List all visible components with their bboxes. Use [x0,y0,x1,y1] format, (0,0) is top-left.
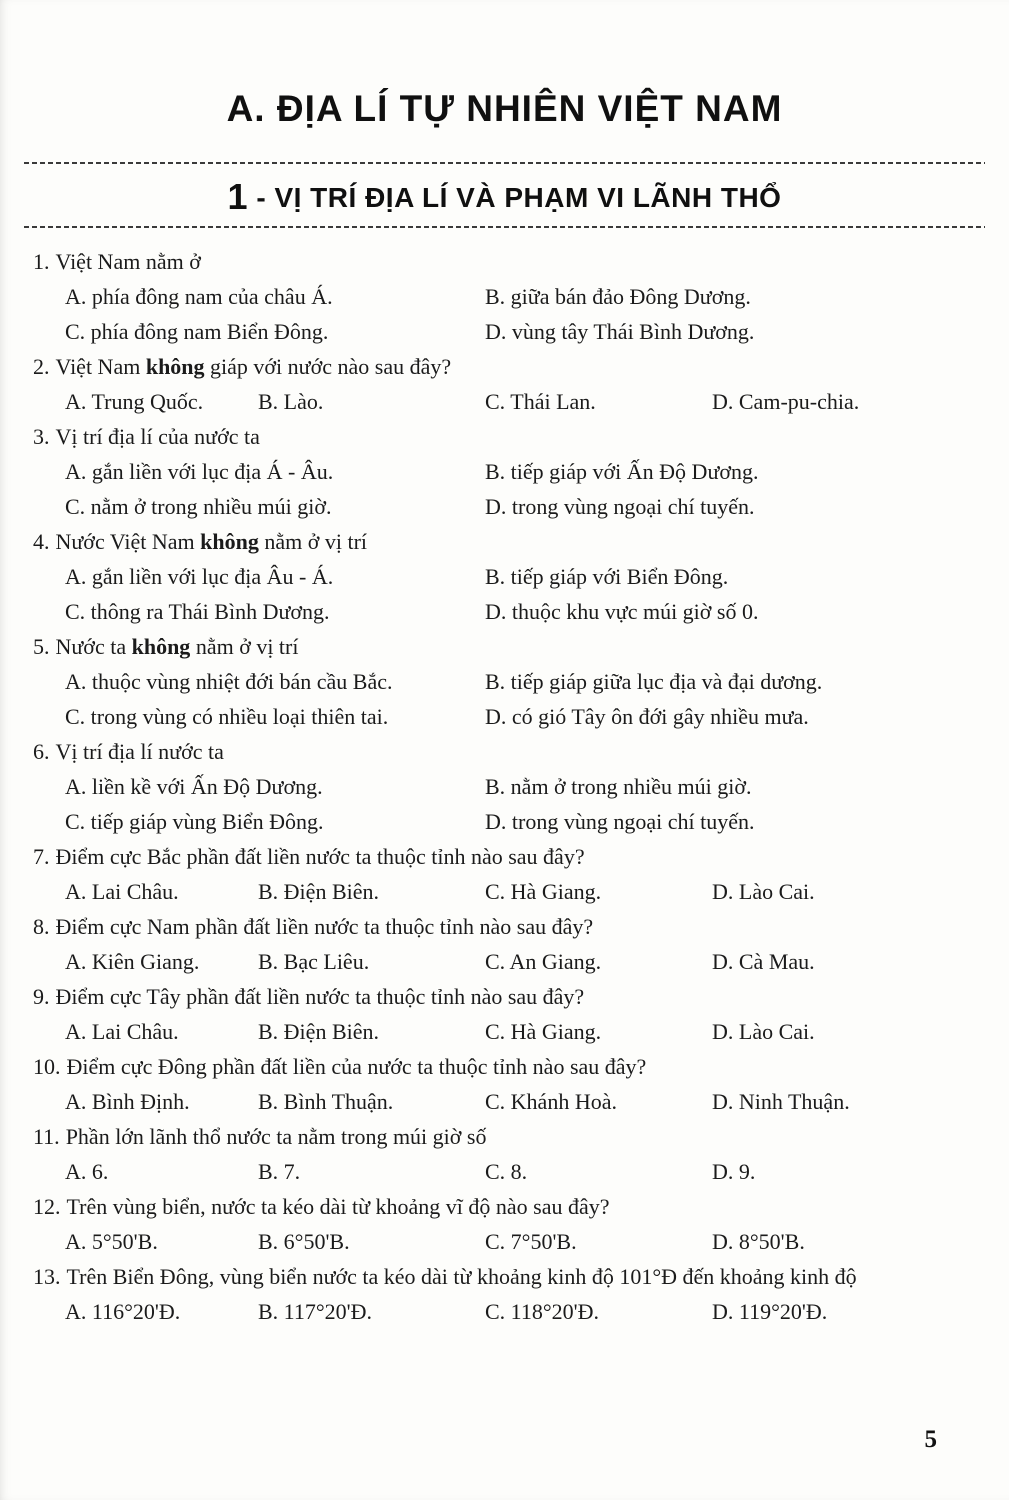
question-stem [33,419,975,454]
question-number: 6. [33,739,50,764]
question-stem [33,734,975,769]
option-B: B. tiếp giáp với Biển Đông. [485,564,729,589]
option-D: D. trong vùng ngoại chí tuyến. [485,494,755,519]
options [33,1154,975,1189]
stem-text-bold: không [131,634,191,659]
question-10 [33,1049,975,1119]
question-11 [33,1119,975,1189]
stem-text: Điểm cực Đông phần đất liền của nước ta thuộc tỉnh nào sau đây? [66,1054,647,1079]
option-A: A. gắn liền với lục địa Âu - Á. [65,564,334,589]
stem-text: Nước ta [55,634,132,659]
question-number: 12. [33,1194,61,1219]
option-D: D. Cà Mau. [712,949,815,974]
option-B: B. Lào. [258,389,324,414]
option-B: B. Bình Thuận. [258,1089,394,1114]
question-stem [33,1189,975,1224]
question-stem [33,839,975,874]
question-number: 11. [33,1124,60,1149]
option-B: B. 6°50'B. [258,1229,350,1254]
stem-text: giáp với nước nào sau đây? [204,354,452,379]
option-A: A. phía đông nam của châu Á. [65,284,333,309]
option-A: A. Lai Châu. [65,879,179,904]
stem-text: Trên vùng biển, nước ta kéo dài từ khoảng vĩ độ nào sau đây? [66,1194,610,1219]
stem-text: Vị trí địa lí nước ta [55,739,224,764]
stem-text: Điểm cực Nam phần đất liền nước ta thuộc tỉnh nào sau đây? [55,914,594,939]
question-stem [33,979,975,1014]
stem-text: Việt Nam nằm ở [55,249,201,274]
option-D: D. 9. [712,1159,756,1184]
options [33,384,975,419]
option-A: A. 116°20'Đ. [65,1299,181,1324]
option-D: D. Cam-pu-chia. [712,389,860,414]
question-stem [33,1119,975,1154]
question-stem [33,349,975,384]
option-D: D. vùng tây Thái Bình Dương. [485,319,755,344]
options [33,279,975,349]
stem-text: Vị trí địa lí của nước ta [55,424,260,449]
stem-text: nằm ở vị trí [258,529,368,554]
option-A: A. 5°50'B. [65,1229,158,1254]
option-B: B. Điện Biên. [258,879,379,904]
option-B: B. giữa bán đảo Đông Dương. [485,284,751,309]
option-C: C. trong vùng có nhiều loại thiên tai. [65,704,389,729]
section-number: 1 [227,176,249,217]
question-number: 7. [33,844,50,869]
option-A: A. Kiên Giang. [65,949,200,974]
question-stem [33,1049,975,1084]
question-12 [33,1189,975,1259]
option-D: D. 8°50'B. [712,1229,805,1254]
question-2 [33,349,975,419]
option-D: D. Lào Cai. [712,1019,815,1044]
options [33,559,975,629]
question-number: 5. [33,634,50,659]
question-number: 2. [33,354,50,379]
stem-text-bold: không [200,529,259,554]
question-number: 1. [33,249,50,274]
stem-text-bold: không [145,354,205,379]
divider-top [24,162,985,164]
options [33,454,975,524]
question-stem [33,629,975,664]
option-A: A. thuộc vùng nhiệt đới bán cầu Bắc. [65,669,393,694]
option-C: C. Hà Giang. [485,1019,602,1044]
question-9 [33,979,975,1049]
option-D: D. Ninh Thuận. [712,1089,850,1114]
options [33,944,975,979]
option-C: C. Khánh Hoà. [485,1089,617,1114]
option-C: C. 8. [485,1159,528,1184]
question-list [0,228,1009,1329]
option-A: A. gắn liền với lục địa Á - Âu. [65,459,334,484]
question-4 [33,524,975,629]
options [33,1294,975,1329]
options [33,874,975,909]
option-D: D. 119°20'Đ. [712,1299,828,1324]
stem-text: Trên Biển Đông, vùng biển nước ta kéo dài từ khoảng kinh độ 101°Đ đến khoảng kinh độ [66,1264,857,1289]
question-stem [33,909,975,944]
option-B: B. Điện Biên. [258,1019,379,1044]
question-number: 9. [33,984,50,1009]
option-B: B. tiếp giáp giữa lục địa và đại dương. [485,669,823,694]
page-number: 5 [924,1426,937,1453]
option-D: D. có gió Tây ôn đới gây nhiều mưa. [485,704,809,729]
option-B: B. 117°20'Đ. [258,1299,373,1324]
stem-text: Nước Việt Nam [55,529,201,554]
stem-text: Phần lớn lãnh thổ nước ta nằm trong múi giờ số [65,1124,487,1149]
question-stem [33,1259,975,1294]
options [33,664,975,734]
option-C: C. An Giang. [485,949,602,974]
page-title: A. ĐỊA LÍ TỰ NHIÊN VIỆT NAM [226,88,783,129]
option-A: A. Bình Định. [65,1089,190,1114]
option-C: C. nằm ở trong nhiều múi giờ. [65,494,332,519]
option-A: A. liền kề với Ấn Độ Dương. [65,774,323,799]
option-C: C. 7°50'B. [485,1229,577,1254]
option-C: C. thông ra Thái Bình Dương. [65,599,330,624]
section-title [0,176,1009,218]
stem-text: nằm ở vị trí [190,634,299,659]
option-D: D. trong vùng ngoại chí tuyến. [485,809,755,834]
options [33,1084,975,1119]
option-C: C. 118°20'Đ. [485,1299,600,1324]
question-7 [33,839,975,909]
section-name: - VỊ TRÍ ĐỊA LÍ VÀ PHẠM VI LÃNH THỔ [248,182,782,213]
question-stem [33,524,975,559]
option-C: C. Thái Lan. [485,389,596,414]
option-A: A. 6. [65,1159,109,1184]
option-B: B. 7. [258,1159,301,1184]
options [33,1224,975,1259]
question-3 [33,419,975,524]
question-6 [33,734,975,839]
question-number: 3. [33,424,50,449]
options [33,769,975,839]
option-C: C. tiếp giáp vùng Biển Đông. [65,809,324,834]
option-A: A. Trung Quốc. [65,389,204,414]
option-D: D. Lào Cai. [712,879,815,904]
question-number: 13. [33,1264,61,1289]
option-C: C. Hà Giang. [485,879,602,904]
question-number: 4. [33,529,50,554]
question-number: 10. [33,1054,61,1079]
option-B: B. Bạc Liêu. [258,949,370,974]
option-C: C. phía đông nam Biển Đông. [65,319,329,344]
stem-text: Điểm cực Bắc phần đất liền nước ta thuộc tỉnh nào sau đây? [55,844,585,869]
stem-text: Điểm cực Tây phần đất liền nước ta thuộc tỉnh nào sau đây? [55,984,585,1009]
option-B: B. tiếp giáp với Ấn Độ Dương. [485,459,759,484]
question-number: 8. [33,914,50,939]
question-13 [33,1259,975,1329]
option-B: B. nằm ở trong nhiều múi giờ. [485,774,752,799]
option-A: A. Lai Châu. [65,1019,179,1044]
question-stem [33,244,975,279]
question-5 [33,629,975,734]
question-8 [33,909,975,979]
option-D: D. thuộc khu vực múi giờ số 0. [485,599,759,624]
options [33,1014,975,1049]
stem-text: Việt Nam [55,354,146,379]
question-1 [33,244,975,349]
